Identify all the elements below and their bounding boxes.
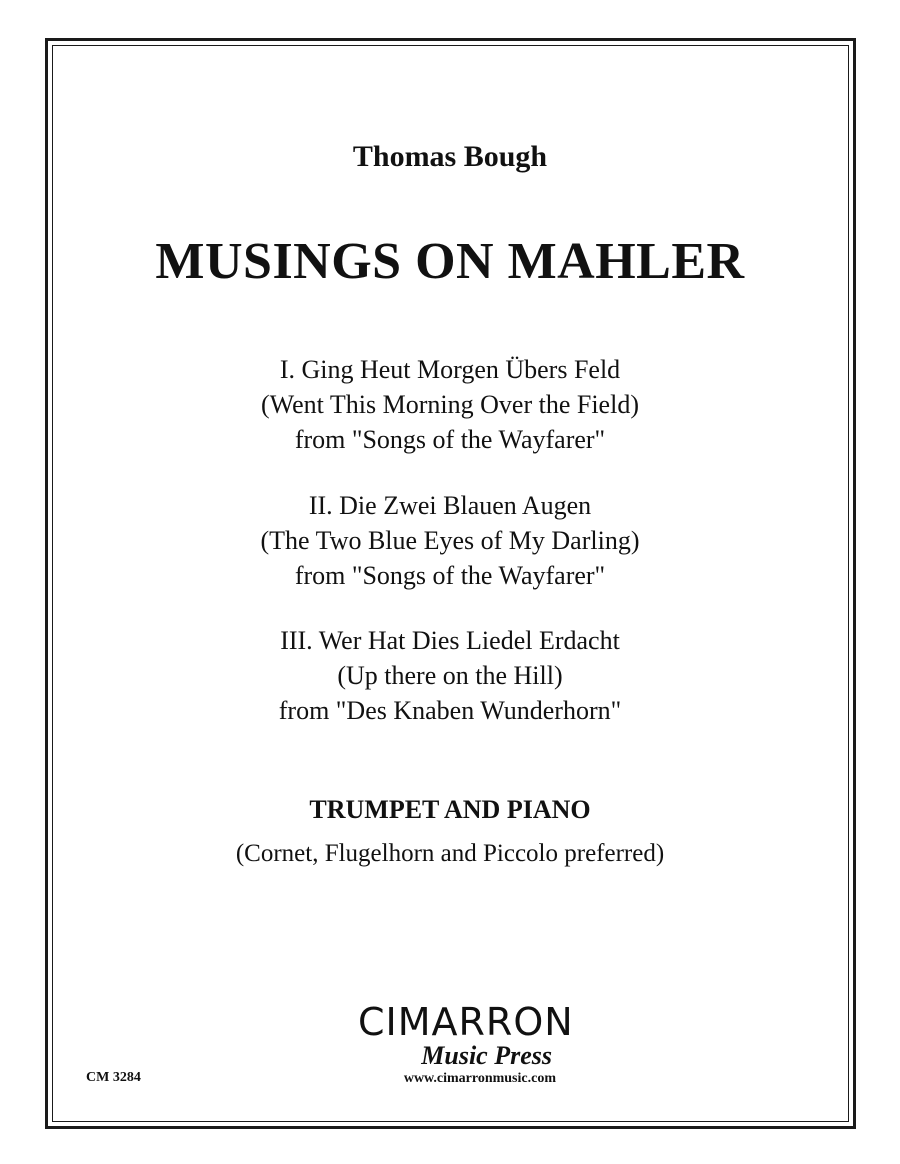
publisher-logo bbox=[340, 1000, 574, 1088]
movement-1 bbox=[0, 352, 900, 457]
instrumentation: TRUMPET AND PIANO bbox=[309, 795, 591, 824]
publisher-url: www.cimarronmusic.com bbox=[403, 1071, 556, 1086]
movement-translation: (Went This Morning Over the Field) bbox=[261, 390, 639, 419]
movement-source: from "Songs of the Wayfarer" bbox=[294, 425, 606, 454]
movement-3 bbox=[0, 623, 900, 728]
movement-source: from "Des Knaben Wunderhorn" bbox=[278, 696, 622, 725]
movement-translation: (The Two Blue Eyes of My Darling) bbox=[260, 526, 640, 555]
catalog-number: CM 3284 bbox=[86, 1070, 141, 1085]
movement-title: I. Ging Heut Morgen Übers Feld bbox=[279, 355, 621, 384]
instrumentation-note: (Cornet, Flugelhorn and Piccolo preferred) bbox=[235, 840, 665, 867]
page-title: MUSINGS ON MAHLER bbox=[155, 233, 745, 290]
movement-source: from "Songs of the Wayfarer" bbox=[294, 561, 606, 590]
publisher-name: CIMARRON bbox=[358, 1000, 574, 1044]
publisher-subtitle: Music Press bbox=[421, 1041, 552, 1070]
movement-title: III. Wer Hat Dies Liedel Erdacht bbox=[280, 626, 620, 655]
composer-name: Thomas Bough bbox=[352, 140, 548, 173]
movement-translation: (Up there on the Hill) bbox=[337, 661, 563, 690]
movement-2 bbox=[0, 488, 900, 593]
movement-title: II. Die Zwei Blauen Augen bbox=[308, 491, 592, 520]
